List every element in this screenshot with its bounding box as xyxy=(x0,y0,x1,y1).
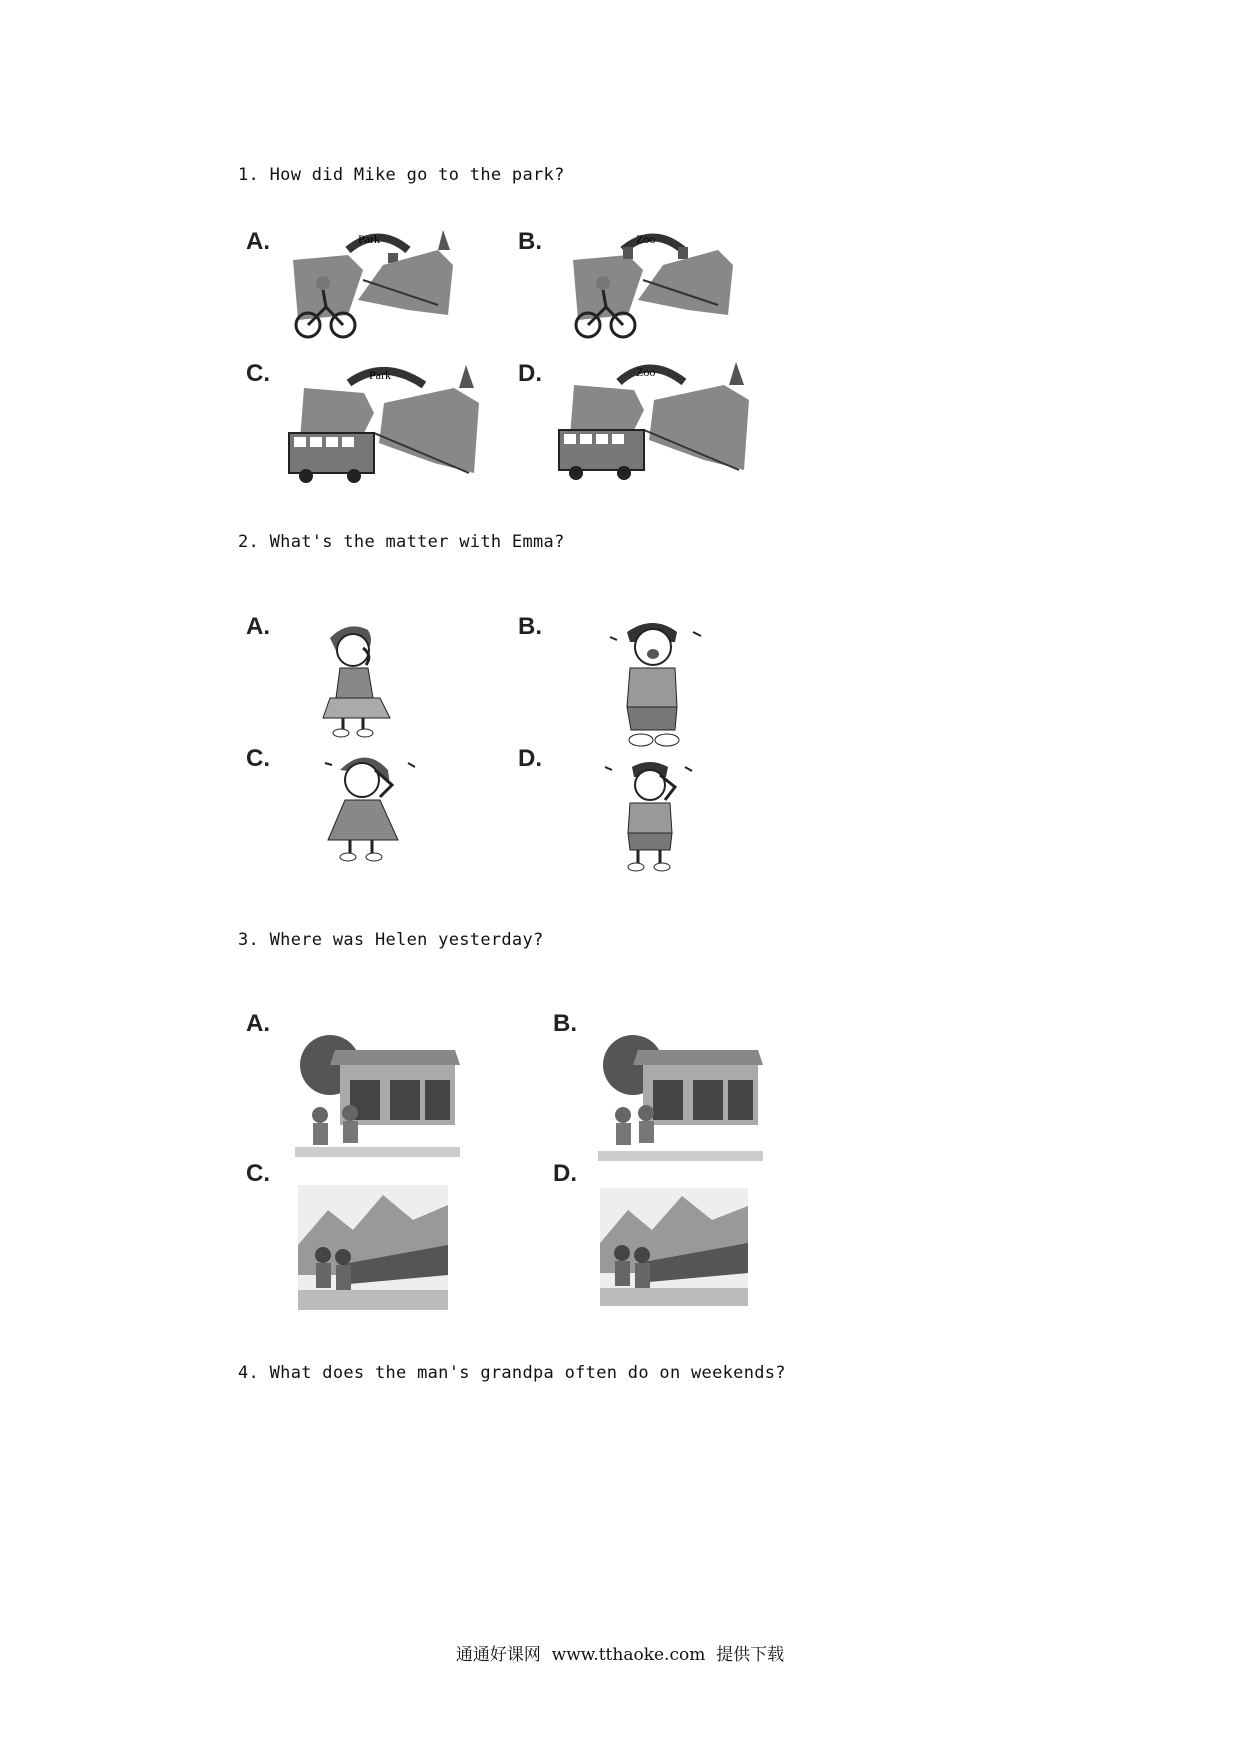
boy-toothache-picture xyxy=(605,612,715,752)
option-1c-label: C. xyxy=(246,360,270,387)
park-sign: Park xyxy=(369,368,391,382)
great-wall-picture xyxy=(298,1185,448,1310)
option-2b-label: B. xyxy=(518,613,542,640)
question-1: 1. How did Mike go to the park? xyxy=(238,165,565,185)
zoo-sign: Zoo xyxy=(636,232,656,246)
boy-headache-picture xyxy=(600,755,710,873)
option-2a-label: A. xyxy=(246,613,270,640)
palace-girl-picture xyxy=(295,1035,460,1160)
option-1d-label: D. xyxy=(518,360,542,387)
option-1b-label: B. xyxy=(518,228,542,255)
girl-headache-picture xyxy=(320,745,420,863)
option-3a-label: A. xyxy=(246,1010,270,1037)
girl-toothache-picture xyxy=(318,620,418,738)
zoo-sign: Zoo xyxy=(636,365,656,379)
question-4: 4. What does the man's grandpa often do on weekends? xyxy=(238,1363,786,1383)
option-2d-label: D. xyxy=(518,745,542,772)
option-2c-label: C. xyxy=(246,745,270,772)
palace-boy-picture xyxy=(598,1035,763,1163)
great-wall-picture xyxy=(600,1188,748,1306)
park-gate-bike-picture xyxy=(288,225,458,345)
zoo-gate-bike-picture xyxy=(568,225,738,345)
question-3: 3. Where was Helen yesterday? xyxy=(238,930,544,950)
footer-watermark: 通通好课网 www.tthaoke.com 提供下载 xyxy=(455,1645,785,1665)
park-sign: Park xyxy=(358,232,380,246)
option-3d-label: D. xyxy=(553,1160,577,1187)
question-2: 2. What's the matter with Emma? xyxy=(238,532,565,552)
option-3c-label: C. xyxy=(246,1160,270,1187)
option-1a-label: A. xyxy=(246,228,270,255)
zoo-gate-bus-picture xyxy=(554,360,759,485)
park-gate-bus-picture xyxy=(284,363,489,488)
option-3b-label: B. xyxy=(553,1010,577,1037)
